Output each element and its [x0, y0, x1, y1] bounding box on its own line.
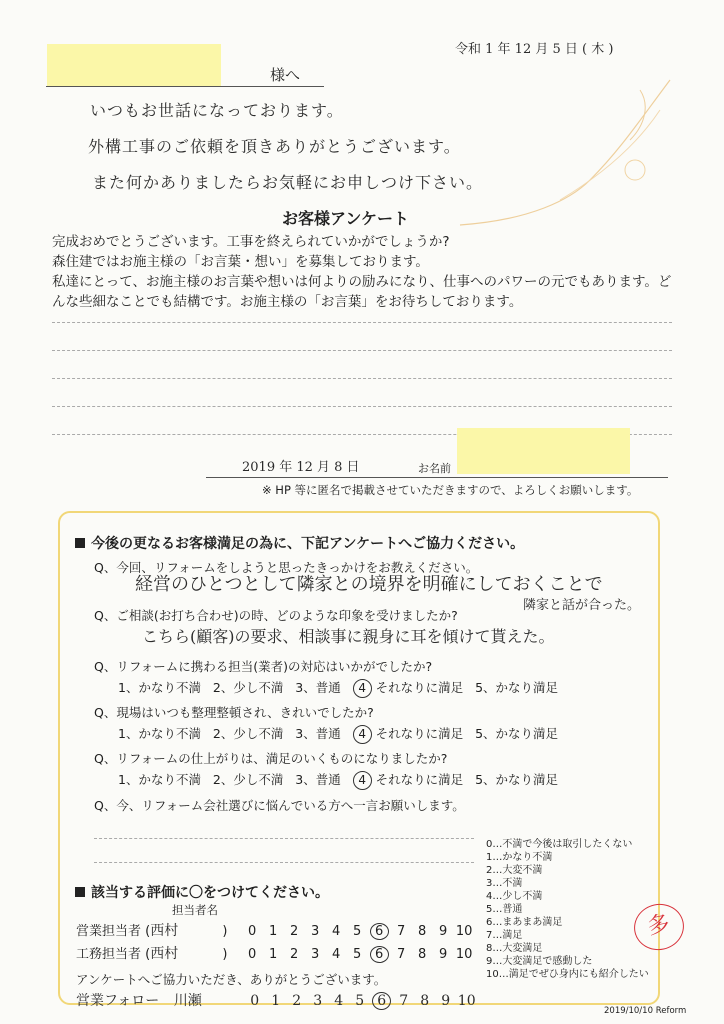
letter-line-3: また何かありましたらお気軽にお申しつけ下さい。	[92, 173, 484, 192]
staff-name-label: 担当者名	[172, 903, 218, 917]
scale-number: 7	[396, 924, 406, 939]
options-q3	[118, 678, 558, 698]
option-2: 2、少し不満	[212, 772, 284, 787]
legend-item: 8…大変満足	[486, 943, 543, 954]
square-bullet-icon	[75, 887, 85, 897]
answer-1b: 隣家と話が合った。	[523, 598, 641, 613]
legend-item: 0…不満で今後は取引したくない	[486, 839, 633, 850]
scale-number: 2	[289, 924, 299, 939]
option-4-label: それなりに満足	[375, 680, 464, 695]
scale-number: 4	[331, 924, 341, 939]
legend-item: 6…まあまあ満足	[486, 917, 563, 928]
option-5: 5、かなり満足	[475, 680, 559, 695]
answer-2: こちら(顧客)の要求、相談事に親身に耳を傾けて貰えた。	[142, 627, 555, 646]
scale-number: 4	[331, 947, 341, 962]
scale-number: 8	[417, 947, 427, 962]
scale-number: 6	[370, 923, 389, 940]
scale-number: 10	[455, 924, 473, 939]
option-4-circled: 4	[353, 725, 372, 744]
survey-heading	[75, 533, 524, 553]
scale-number: 5	[352, 947, 362, 962]
option-4-circled: 4	[353, 771, 372, 790]
scale-number: 0	[247, 924, 257, 939]
scale-number: 3	[313, 993, 323, 1009]
legend-item: 2…大変不満	[486, 865, 543, 876]
scale-number: 6	[372, 992, 391, 1010]
recipient-name-redaction	[47, 44, 221, 86]
signature-date: 2019 年 12 月 8 日	[242, 460, 360, 475]
staff-name-followup: 川瀬	[173, 993, 202, 1009]
writing-line	[52, 322, 672, 323]
option-4-label: それなりに満足	[375, 726, 464, 741]
rating-row-construction	[76, 943, 475, 963]
option-2: 2、少し不満	[212, 680, 284, 695]
question-5: Q、リフォームの仕上がりは、満足のいくものになりましたか?	[94, 751, 448, 766]
writing-line	[52, 378, 672, 379]
scale-number: 0	[247, 947, 257, 962]
decorative-flourish-icon	[440, 60, 680, 230]
signature-underline	[206, 477, 668, 478]
option-1: 1、かなり不満	[118, 772, 201, 787]
rating-row-followup	[76, 990, 477, 1010]
name-label: お名前	[418, 462, 451, 475]
scale-number: 9	[438, 947, 448, 962]
scale-number: 9	[441, 993, 451, 1009]
scale-number: 10	[455, 947, 473, 962]
scale-number: 1	[271, 993, 281, 1009]
legend-item: 9…大変満足で感動した	[486, 956, 593, 967]
question-3: Q、リフォームに携わる担当(業者)の対応はいかがでしたか?	[94, 659, 433, 674]
rating-heading	[75, 882, 329, 902]
rating-row-sales	[76, 920, 475, 940]
row-label-followup: 営業フォロー	[76, 993, 160, 1009]
writing-line	[52, 350, 672, 351]
staff-name-construction: 西村	[150, 946, 179, 962]
option-3: 3、普通	[295, 772, 341, 787]
scale-number: 10	[457, 993, 476, 1009]
option-5: 5、かなり満足	[475, 726, 559, 741]
question-4: Q、現場はいつも整理整頓され、きれいでしたか?	[94, 705, 374, 720]
option-3: 3、普通	[295, 680, 341, 695]
survey-title: お客様アンケート	[282, 209, 410, 228]
options-q4	[118, 724, 558, 744]
row-label-sales: 営業担当者	[76, 924, 142, 939]
salutation: 様へ	[270, 66, 301, 84]
writing-line	[94, 838, 474, 839]
scale-number: 4	[334, 993, 344, 1009]
scale-number: 2	[292, 993, 302, 1009]
row-label-construction: 工務担当者	[76, 947, 142, 962]
option-3: 3、普通	[295, 726, 341, 741]
letter-line-1: いつもお世話になっております。	[90, 101, 344, 120]
header-date: 令和 1 年 12 月 5 日 ( 木 )	[455, 42, 614, 57]
scale-number: 9	[438, 924, 448, 939]
legend-item: 5…普通	[486, 904, 523, 915]
legend-item: 7…満足	[486, 930, 523, 941]
thanks-text: アンケートへご協力いただき、ありがとうございます。	[76, 972, 387, 987]
rating-legend	[486, 838, 649, 981]
writing-line	[52, 406, 672, 407]
option-1: 1、かなり不満	[118, 726, 201, 741]
paren-open: (	[145, 924, 151, 939]
recipient-underline	[46, 86, 324, 87]
paren-close: )	[222, 947, 228, 962]
scale-number: 5	[355, 993, 365, 1009]
option-2: 2、少し不満	[212, 726, 284, 741]
option-5: 5、かなり満足	[475, 772, 559, 787]
scale-number: 7	[399, 993, 409, 1009]
scale-sales	[242, 924, 475, 939]
legend-item: 10…満足でぜひ身内にも紹介したい	[486, 969, 649, 980]
scale-number: 2	[289, 947, 299, 962]
option-1: 1、かなり不満	[118, 680, 201, 695]
square-bullet-icon	[75, 538, 85, 548]
question-6: Q、今、リフォーム会社選びに悩んでいる方へ一言お願いします。	[94, 798, 465, 813]
options-q5	[118, 770, 558, 790]
scale-number: 7	[396, 947, 406, 962]
scale-number: 1	[268, 947, 278, 962]
question-1: Q、今回、リフォームをしようと思ったきっかけをお教えください。	[94, 560, 479, 575]
customer-name-redaction	[457, 428, 630, 474]
red-stamp: 多	[630, 899, 688, 954]
scale-followup	[244, 993, 477, 1009]
scale-number: 8	[417, 924, 427, 939]
footer-code: 2019/10/10 Reform	[604, 1006, 687, 1016]
scale-construction	[242, 947, 475, 962]
writing-line	[94, 862, 474, 863]
scale-number: 1	[268, 924, 278, 939]
question-2: Q、ご相談(お打ち合わせ)の時、どのような印象を受けましたか?	[94, 608, 458, 623]
scale-number: 3	[310, 924, 320, 939]
scale-number: 5	[352, 924, 362, 939]
answer-1: 経営のひとつとして隣家との境界を明確にしておくことで	[135, 574, 603, 595]
scale-number: 0	[250, 993, 260, 1009]
scale-number: 3	[310, 947, 320, 962]
option-4-label: それなりに満足	[375, 772, 464, 787]
paren-open: (	[145, 947, 151, 962]
legend-item: 1…かなり不満	[486, 852, 553, 863]
privacy-note: ※ HP 等に匿名で掲載させていただきますので、よろしくお願いします。	[262, 483, 639, 497]
staff-name-sales: 西村	[150, 923, 179, 939]
scale-number: 6	[370, 946, 389, 963]
legend-item: 4…少し不満	[486, 891, 543, 902]
option-4-circled: 4	[353, 679, 372, 698]
survey-heading-text: 今後の更なるお客様満足の為に、下記アンケートへご協力ください。	[91, 536, 525, 552]
legend-item: 3…不満	[486, 878, 523, 889]
rating-heading-text: 該当する評価に〇をつけてください。	[91, 885, 329, 901]
intro-text: 完成おめでとうございます。工事を終えられていかがでしょうか? 森住建ではお施主様の「お言葉・想い」を募集しております。 私達にとって、お施主様のお言葉や想いは何よりの励みになり、仕事へのパワーの元でもあります。どんな些細なことでも結構です。お施主様の「お言葉」をお待ちしております。	[52, 234, 672, 310]
paren-close: )	[222, 924, 228, 939]
scale-number: 8	[420, 993, 430, 1009]
letter-line-2: 外構工事のご依頼を頂きありがとうございます。	[88, 137, 461, 156]
